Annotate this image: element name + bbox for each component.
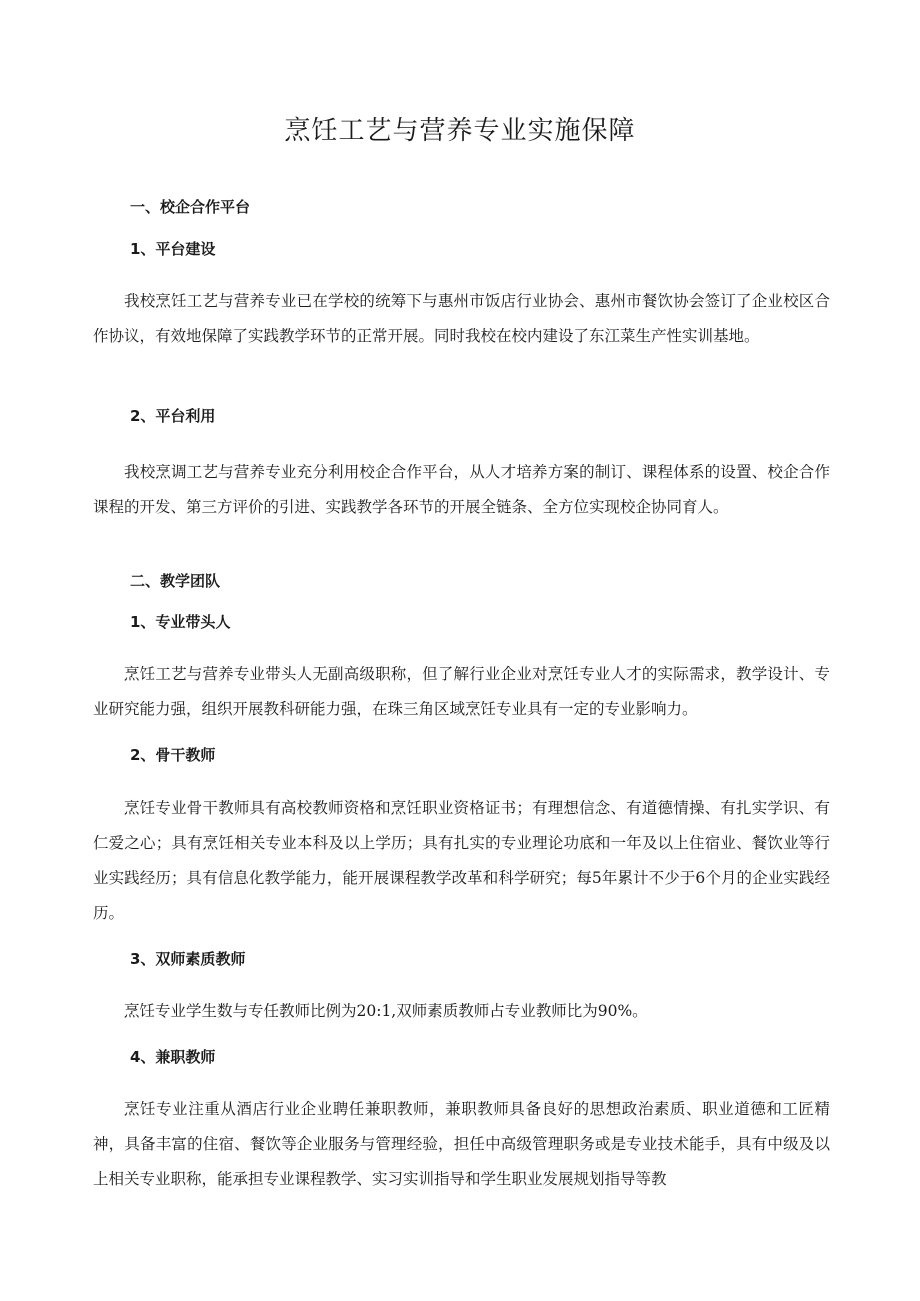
section-heading-teaching-team: 二、教学团队 [130,572,221,590]
paragraph-program-leader: 烹饪工艺与营养专业带头人无副高级职称，但了解行业企业对烹饪专业人才的实际需求，教学设计、专业研究能力强，组织开展教科研能力强，在珠三角区域烹饪专业具有一定的专业影响力。 [93,665,830,718]
paragraph-core-teachers: 烹饪专业骨干教师具有高校教师资格和烹饪职业资格证书；有理想信念、有道德情操、有扎实学识、有仁爱之心；具有烹饪相关专业本科及以上学历；具有扎实的专业理论功底和一年及以上住宿业、餐饮业等行业实践经历；具有信息化教学能力，能开展课程教学改革和科学研究；每5年累计不少于6个月的企业实践经历。 [93,799,830,922]
subsection-heading-platform-use: 2、平台利用 [130,407,216,425]
subsection-heading-program-leader: 1、专业带头人 [130,613,231,631]
document-title: 烹饪工艺与营养专业实施保障 [284,116,636,146]
paragraph-platform-construction: 我校烹饪工艺与营养专业已在学校的统筹下与惠州市饭店行业协会、惠州市餐饮协会签订了企业校区合作协议，有效地保障了实践教学环节的正常开展。同时我校在校内建设了东江菜生产性实训基地。 [93,292,830,345]
subsection-heading-core-teachers: 2、骨干教师 [130,746,216,764]
subsection-heading-part-time: 4、兼职教师 [130,1048,216,1066]
paragraph-platform-use: 我校烹调工艺与营养专业充分利用校企合作平台，从人才培养方案的制订、课程体系的设置、校企合作课程的开发、第三方评价的引进、实践教学各环节的开展全链条、全方位实现校企协同育人。 [93,463,830,516]
paragraph-part-time: 烹饪专业注重从酒店行业企业聘任兼职教师，兼职教师具备良好的思想政治素质、职业道德和工匠精神，具备丰富的住宿、餐饮等企业服务与管理经验，担任中高级管理职务或是专业技术能手，具有中级及以上相关专业职称，能承担专业课程教学、实习实训指导和学生职业发展规划指导等教 [93,1100,830,1188]
paragraph-dual-qualified: 烹饪专业学生数与专任教师比例为20:1,双师素质教师占专业教师比为90%。 [124,1002,648,1020]
subsection-heading-platform-construction: 1、平台建设 [130,240,216,258]
subsection-heading-dual-qualified: 3、双师素质教师 [130,950,246,968]
section-heading-school-enterprise: 一、校企合作平台 [130,198,251,216]
